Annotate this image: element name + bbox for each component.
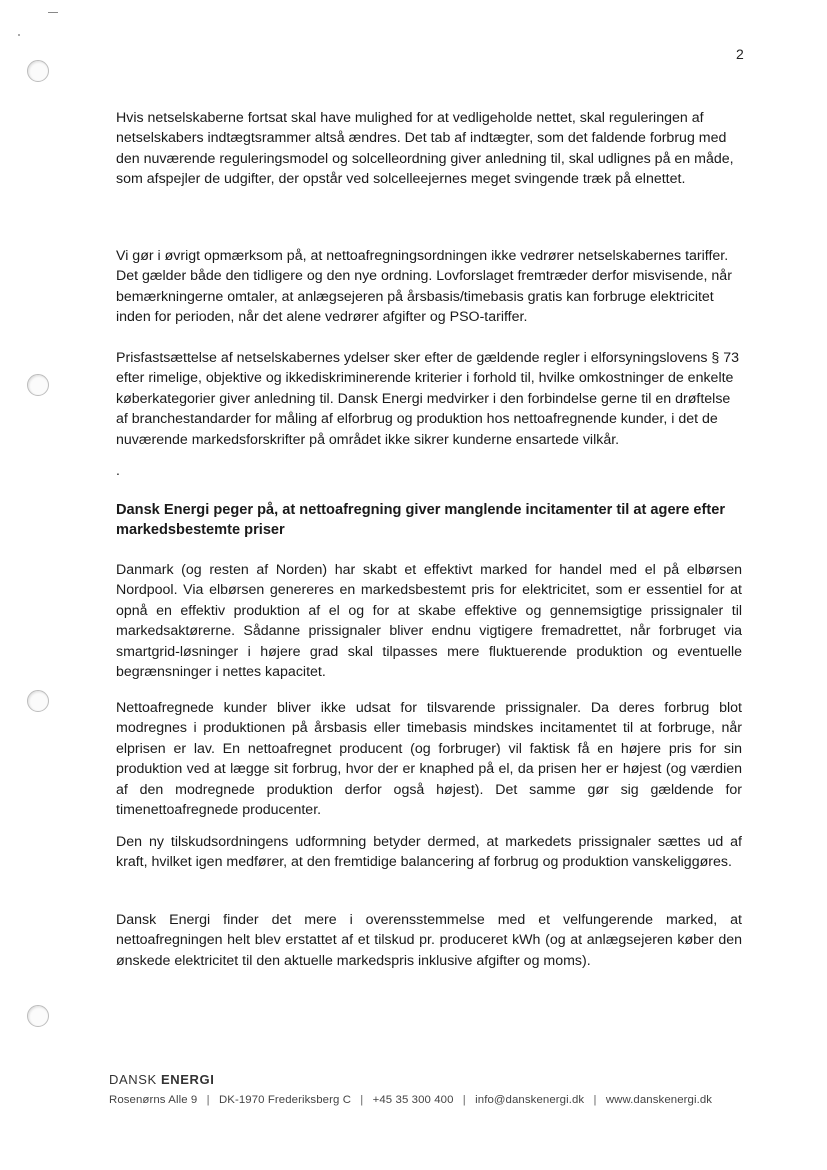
footer-web: www.danskenergi.dk [605, 1094, 713, 1106]
paragraph-1 [116, 108, 742, 190]
brand-light: DANSK [109, 1072, 157, 1087]
footer-separator: | [593, 1094, 597, 1106]
paragraph-7 [116, 910, 742, 971]
footer-phone: +45 35 300 400 [372, 1094, 454, 1106]
footer-separator: | [360, 1094, 364, 1106]
footer-contact-line [109, 1094, 712, 1106]
paragraph-text: Nettoafregnede kunder bliver ikke udsat for tilsvarende prissignaler. Da deres forbrug blot modregnes i produktionen på årsbasis eller timebasis mindskes incitamentet til at forbruge, når elprisen er lav. En nettoafregnet producent (og forbruger) vil faktisk få en højere pris for sin produktion ved at lægge sit forbrug, hvor der er knaphed på el, da prisen her er højest (og værdien af den modregnede produktion derfor også højest). Det samme gør sig gældende for timenettoafregnede producenter. [116, 700, 742, 819]
paragraph-text: Danmark (og resten af Norden) har skabt et effektivt marked for handel med el på elbørsen Nordpool. Via elbørsen genereres en markedsbestemt pris for elektricitet, som er essentiel for at opnå en effektiv produktion af el og for at skabe effektive og gennemsigtige prissignaler til markedsaktørerne. Sådanne prissignaler bliver endnu vigtigere fremadrettet, når forbruget via smartgrid-løsninger i højere grad skal tilpasses mere fluktuerende produktion og eventuelle begrænsninger i nettes kapacitet. [116, 562, 742, 681]
footer-email: info@danskenergi.dk [475, 1094, 585, 1106]
section-heading: Dansk Energi peger på, at nettoafregning giver manglende incitamenter til at agere efter markedsbestemte priser [116, 502, 726, 539]
paragraph-text: Vi gør i øvrigt opmærksom på, at nettoafregningsordningen ikke vedrører netselskabernes tariffer. Det gælder både den tidligere og den nye ordning. Lovforslaget fremtræder derfor misvisende, når bemærkningerne omtaler, at anlægsejeren på årsbasis/timebasis gratis kan forbruge elektricitet inden for perioden, når det alene vedrører afgifter og PSO-tariffer. [116, 248, 732, 326]
footer-separator: | [462, 1094, 466, 1106]
page-number: 2 [736, 46, 744, 62]
paragraph-text: Dansk Energi finder det mere i overensstemmelse med et velfungerende marked, at nettoafregningen helt blev erstattet af et tilskud pr. produceret kWh (og at anlægsejeren køber den ønskede elektricitet til den aktuelle markedspris inklusive afgifter og moms). [116, 912, 742, 969]
scan-mark [48, 12, 58, 13]
paragraph-text: Prisfastsættelse af netselskabernes ydelser sker efter de gældende regler i elforsyningslovens § 73 efter rimelige, objektive og ikkediskriminerende kriterier i forhold til, hvilke omkostninger de enkelte køberkategorier giver anledning til. Dansk Energi medvirker i den forbindelse gerne til en drøftelse af branchestandarder for måling af elforbrug og produktion hos nettoafregnende kunder, i det de nuværende markedsforskrifter på området ikke sikrer kunderne ensartede vilkår. [116, 350, 739, 448]
stray-bullet: . [116, 462, 120, 478]
scan-speck [18, 34, 20, 36]
brand-bold: ENERGI [161, 1072, 215, 1087]
footer-city: DK-1970 Frederiksberg C [218, 1094, 352, 1106]
paragraph-2 [116, 246, 742, 328]
paragraph-text: Hvis netselskaberne fortsat skal have mulighed for at vedligeholde nettet, skal reguleringen af netselskabers indtægtsrammer altså ændres. Det tab af indtægter, som det faldende forbrug med den nuværende reguleringsmodel og solcelleordning giver anledning til, skal udlignes på en måde, som afspejler de udgifter, der opstår ved solcelleejernes meget svingende træk på elnettet. [116, 110, 734, 188]
punch-hole-2 [27, 374, 49, 396]
footer-separator: | [206, 1094, 210, 1106]
footer-logo [109, 1072, 214, 1087]
footer-address: Rosenørns Alle 9 [109, 1094, 198, 1106]
paragraph-text: Den ny tilskudsordningens udformning betyder dermed, at markedets prissignaler sættes ud af kraft, hvilket igen medfører, at den fremtidige balancering af forbrug og produktion vanskeliggøres. [116, 834, 742, 871]
punch-hole-4 [27, 1005, 49, 1027]
paragraph-4 [116, 560, 742, 682]
punch-hole-1 [27, 60, 49, 82]
punch-hole-3 [27, 690, 49, 712]
paragraph-3 [116, 348, 742, 450]
paragraph-6 [116, 832, 742, 873]
paragraph-5 [116, 698, 742, 820]
